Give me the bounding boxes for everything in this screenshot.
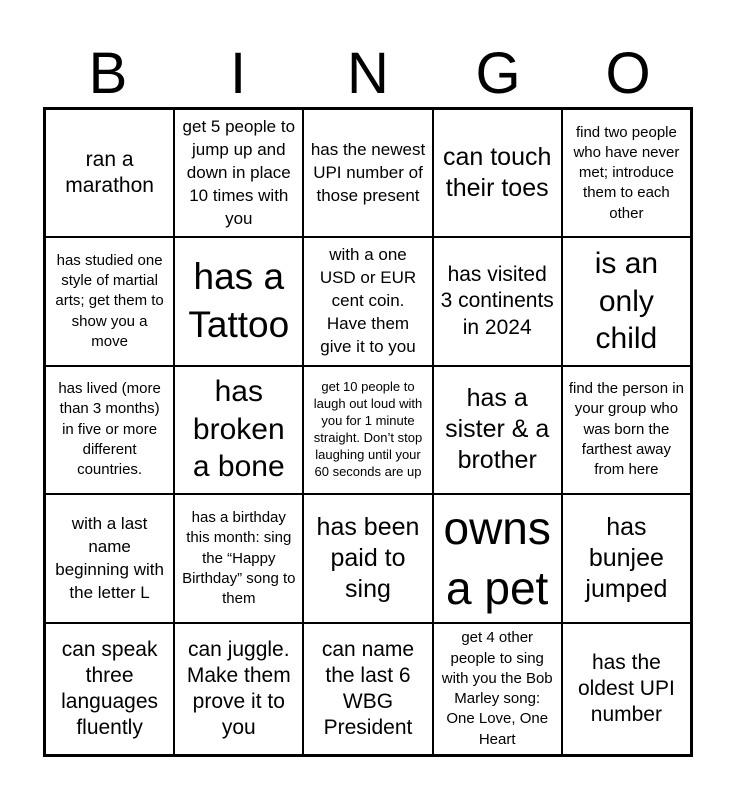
bingo-cell[interactable]: find two people who have never met; introduce them to each other	[562, 109, 691, 237]
header-letter-o: O	[605, 41, 651, 106]
bingo-cell[interactable]: has broken a bone	[174, 366, 303, 494]
bingo-cell[interactable]: has been paid to sing	[303, 494, 432, 624]
bingo-cell[interactable]: ran a marathon	[45, 109, 174, 237]
bingo-cell[interactable]: with a last name beginning with the letter L	[45, 494, 174, 624]
bingo-cell[interactable]: has a Tattoo	[174, 237, 303, 365]
bingo-grid	[43, 107, 693, 757]
header-letter-i: I	[229, 41, 247, 106]
bingo-cell[interactable]: can speak three languages fluently	[45, 623, 174, 755]
bingo-cell[interactable]: has lived (more than 3 months) in five or more different countries.	[45, 366, 174, 494]
bingo-cell[interactable]: has a sister & a brother	[433, 366, 562, 494]
header-letter-n: N	[347, 41, 389, 106]
bingo-cell[interactable]: can name the last 6 WBG President	[303, 623, 432, 755]
bingo-cell[interactable]: has the newest UPI number of those present	[303, 109, 432, 237]
bingo-header	[43, 40, 693, 108]
bingo-cell[interactable]: get 4 other people to sing with you the Bob Marley song: One Love, One Heart	[433, 623, 562, 755]
bingo-cell[interactable]: is an only child	[562, 237, 691, 365]
header-letter-g: G	[475, 41, 521, 106]
bingo-cell[interactable]: get 5 people to jump up and down in place 10 times with you	[174, 109, 303, 237]
header-letter-b: B	[88, 41, 128, 106]
bingo-cell[interactable]: has the oldest UPI number	[562, 623, 691, 755]
bingo-cell[interactable]: owns a pet	[433, 494, 562, 624]
bingo-cell[interactable]: can juggle. Make them prove it to you	[174, 623, 303, 755]
bingo-cell[interactable]: has a birthday this month: sing the “Happy Birthday” song to them	[174, 494, 303, 624]
bingo-cell[interactable]: find the person in your group who was born the farthest away from here	[562, 366, 691, 494]
bingo-cell[interactable]: with a one USD or EUR cent coin. Have them give it to you	[303, 237, 432, 365]
bingo-cell[interactable]: has visited 3 continents in 2024	[433, 237, 562, 365]
bingo-cell[interactable]: get 10 people to laugh out loud with you for 1 minute straight. Don’t stop laughing until your 60 seconds are up	[303, 366, 432, 494]
bingo-cell[interactable]: has bunjee jumped	[562, 494, 691, 624]
bingo-cell[interactable]: can touch their toes	[433, 109, 562, 237]
bingo-cell[interactable]: has studied one style of martial arts; get them to show you a move	[45, 237, 174, 365]
